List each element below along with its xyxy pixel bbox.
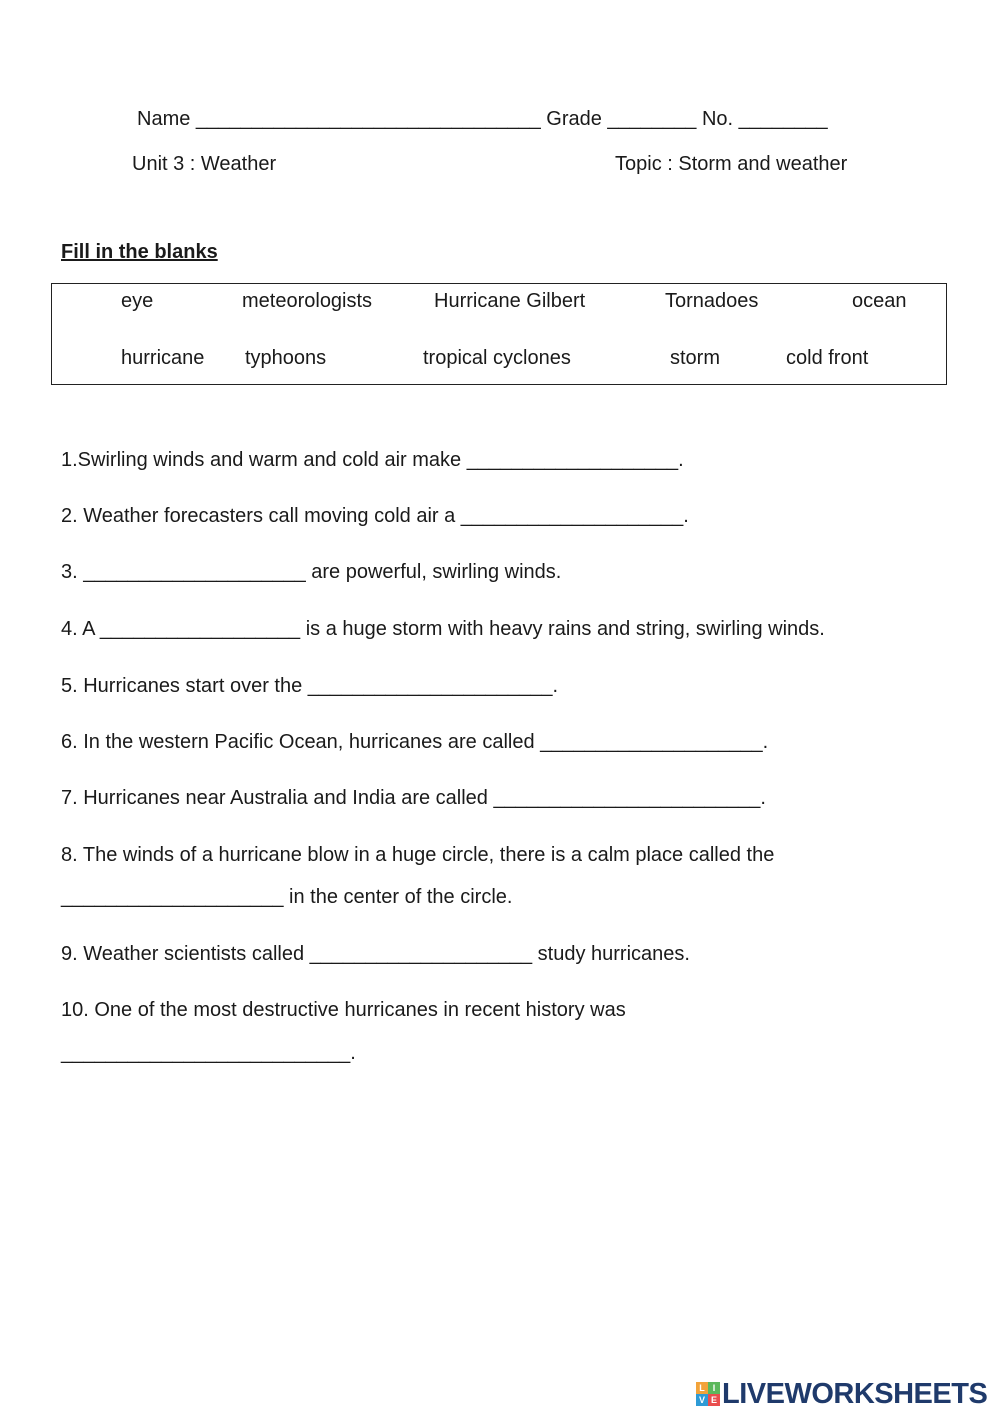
question-10: 10. One of the most destructive hurricanes in recent history was <box>61 999 626 1021</box>
word-bank-item: hurricane <box>121 347 205 369</box>
word-bank <box>51 283 947 385</box>
liveworksheets-logo <box>696 1376 987 1412</box>
unit-label: Unit 3 : Weather <box>132 153 277 175</box>
question-9: 9. Weather scientists called ____________________ study hurricanes. <box>61 943 690 965</box>
word-bank-item: ocean <box>852 290 907 312</box>
question-6: 6. In the western Pacific Ocean, hurricanes are called ____________________. <box>61 731 769 753</box>
question-5: 5. Hurricanes start over the ______________________. <box>61 675 559 697</box>
name-grade-number-line: Name _______________________________ Grade ________ No. ________ <box>137 108 828 130</box>
logo-text: LIVEWORKSHEETS <box>722 1378 988 1410</box>
word-bank-item: storm <box>670 347 720 369</box>
word-bank-item: typhoons <box>245 347 327 369</box>
word-bank-item: Tornadoes <box>665 290 759 312</box>
word-bank-item: tropical cyclones <box>423 347 571 369</box>
question-10-continued: __________________________. <box>61 1042 356 1064</box>
word-bank-item: Hurricane Gilbert <box>434 290 586 312</box>
word-bank-item: eye <box>121 290 154 312</box>
word-bank-item: cold front <box>786 347 869 369</box>
question-1: 1.Swirling winds and warm and cold air make ___________________. <box>61 449 684 471</box>
liveworksheets-logo-icon: L I V E <box>696 1382 720 1406</box>
section-title: Fill in the blanks <box>61 241 218 263</box>
question-2: 2. Weather forecasters call moving cold air a ____________________. <box>61 505 689 527</box>
question-4: 4. A __________________ is a huge storm with heavy rains and string, swirling winds. <box>61 618 825 640</box>
word-bank-item: meteorologists <box>242 290 373 312</box>
question-3: 3. ____________________ are powerful, swirling winds. <box>61 561 562 583</box>
question-8-continued: ____________________ in the center of the circle. <box>61 886 513 908</box>
topic-label: Topic : Storm and weather <box>615 153 848 175</box>
question-7: 7. Hurricanes near Australia and India are called ________________________. <box>61 787 766 809</box>
question-8: 8. The winds of a hurricane blow in a huge circle, there is a calm place called the <box>61 844 775 866</box>
